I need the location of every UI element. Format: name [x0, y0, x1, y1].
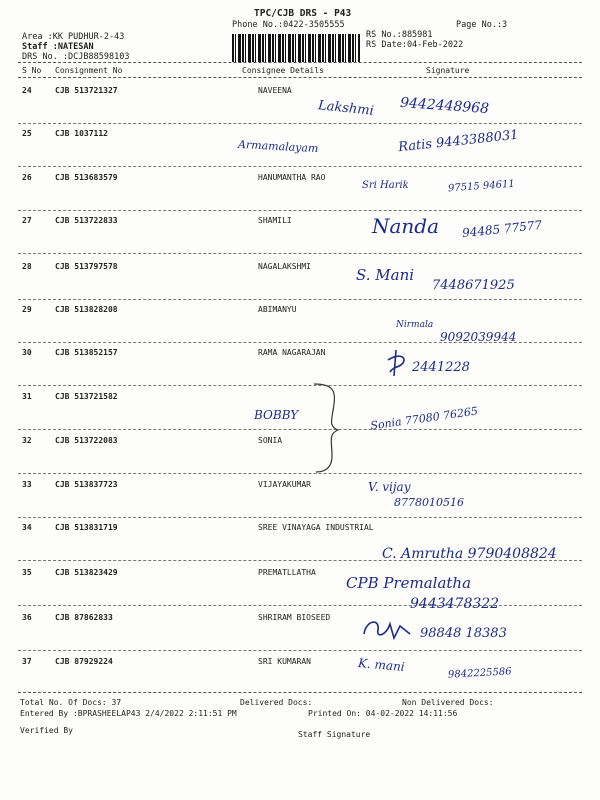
row-consignment: CJB 513797578	[55, 262, 118, 271]
handwritten-signature: C. Amrutha 9790408824	[382, 546, 557, 562]
row-consignee: NAGALAKSHMI	[258, 262, 311, 271]
staff-label: Staff :NATESAN	[22, 42, 94, 52]
row-consignment: CJB 513852157	[55, 348, 118, 357]
table-row	[0, 433, 600, 481]
row-sno: 31	[22, 392, 32, 401]
area-label: Area :KK PUDHUR-2-43	[22, 32, 125, 42]
handwritten-phone: Ratis 9443388031	[397, 127, 520, 156]
handwritten-phone: Sonia 77080 76265	[369, 404, 479, 433]
row-consignee: VIJAYAKUMAR	[258, 480, 311, 489]
page-number: Page No.:3	[456, 20, 508, 30]
row-sno: 35	[22, 568, 32, 577]
table-row	[0, 345, 600, 393]
total-docs: Total No. Of Docs: 37	[20, 698, 122, 707]
entered-by: Entered By :BPRASHEELAP43 2/4/2022 2:11:51 PM	[20, 709, 237, 718]
handwritten-signature: Lakshmi	[317, 98, 375, 119]
handwritten-phone: 7448671925	[432, 278, 515, 293]
handwritten-phone: 98848 18383	[420, 626, 507, 641]
row-consignment: CJB 513823429	[55, 568, 118, 577]
row-consignment: CJB 87929224	[55, 657, 113, 666]
row-consignee: SREE VINAYAGA INDUSTRIAL	[258, 523, 374, 532]
handwritten-phone: 8778010516	[394, 496, 464, 509]
column-header-consignment: Consignment No	[55, 66, 123, 75]
handwritten-phone: 9842225586	[447, 666, 512, 681]
table-row	[0, 83, 600, 131]
handwritten-signature: Nanda	[372, 214, 440, 238]
row-sno: 36	[22, 613, 32, 622]
row-sno: 32	[22, 436, 32, 445]
table-row	[0, 565, 600, 613]
row-consignment: CJB 513831719	[55, 523, 118, 532]
row-consignment: CJB 513828208	[55, 305, 118, 314]
column-header-sno: S No	[22, 66, 42, 75]
handwritten-signature: Armamalayam	[237, 137, 319, 156]
handwritten-bracket-icon	[310, 380, 350, 476]
handwritten-mark-icon	[386, 346, 416, 382]
row-sno: 25	[22, 129, 32, 138]
row-consignee: SONIA	[258, 436, 283, 445]
column-header-consignee: Consignee Details	[242, 66, 324, 75]
row-sno: 28	[22, 262, 32, 271]
row-sno: 37	[22, 657, 32, 666]
handwritten-signature: V. vijay	[368, 480, 411, 494]
rs-date: RS Date:04-Feb-2022	[366, 40, 464, 50]
row-consignee: PREMATLLATHA	[258, 568, 316, 577]
row-sno: 33	[22, 480, 32, 489]
table-row	[0, 389, 600, 437]
handwritten-phone: 2441228	[412, 360, 470, 375]
handwritten-phone: 9443478322	[410, 596, 500, 612]
row-consignee: HANUMANTHA RAO	[258, 173, 326, 182]
row-consignment: CJB 513722833	[55, 216, 118, 225]
printed-on: Printed On: 04-02-2022 14:11:56	[308, 709, 458, 718]
row-consignment: CJB 513722083	[55, 436, 118, 445]
row-consignment: CJB 513837723	[55, 480, 118, 489]
row-consignment: CJB 513721327	[55, 86, 118, 95]
handwritten-signature: Sri Harik	[362, 180, 409, 191]
table-row	[0, 654, 600, 702]
row-consignment: CJB 1037112	[55, 129, 108, 138]
handwritten-signature: S. Mani	[356, 266, 415, 284]
rs-number: RS No.:885981	[366, 30, 433, 40]
handwritten-phone: 9442448968	[399, 94, 490, 118]
table-row	[0, 170, 600, 218]
row-sno: 26	[22, 173, 32, 182]
row-consignee: SRI KUMARAN	[258, 657, 311, 666]
row-sno: 24	[22, 86, 32, 95]
handwritten-signature: Nirmala	[396, 320, 434, 330]
handwritten-signature: CPB Premalatha	[346, 574, 472, 592]
row-sno: 27	[22, 216, 32, 225]
handwritten-signature: K. mani	[357, 655, 406, 675]
phone-number: Phone No.:0422-3505555	[232, 20, 345, 30]
row-consignee: NAVEENA	[258, 86, 292, 95]
handwritten-signature: BOBBY	[254, 408, 299, 422]
non-delivered-docs: Non Delivered Docs:	[402, 698, 494, 707]
verified-by: Verified By	[20, 726, 73, 735]
column-header-signature: Signature	[426, 66, 470, 75]
drs-number: DRS No. :DCJB88598103	[22, 52, 130, 62]
document-title: TPC/CJB DRS - P43	[254, 8, 352, 19]
row-sno: 30	[22, 348, 32, 357]
row-consignee: SHAMILI	[258, 216, 292, 225]
table-row	[0, 610, 600, 658]
row-sno: 34	[22, 523, 32, 532]
row-consignment: CJB 513683579	[55, 173, 118, 182]
delivered-docs: Delivered Docs:	[240, 698, 313, 707]
row-sno: 29	[22, 305, 32, 314]
row-consignee: RAMA NAGARAJAN	[258, 348, 326, 357]
handwritten-signature-mark-icon	[360, 614, 416, 644]
row-consignment: CJB 513721582	[55, 392, 118, 401]
row-consignee: SHRIRAM BIOSEED	[258, 613, 331, 622]
table-row	[0, 477, 600, 525]
row-consignee: ABIMANYU	[258, 305, 297, 314]
handwritten-phone: 94485 77577	[461, 217, 543, 241]
handwritten-phone: 97515 94611	[447, 178, 516, 195]
staff-signature: Staff Signature	[298, 730, 371, 739]
handwritten-phone: 9092039944	[440, 330, 517, 344]
row-consignment: CJB 87862833	[55, 613, 113, 622]
barcode-image	[232, 34, 360, 62]
